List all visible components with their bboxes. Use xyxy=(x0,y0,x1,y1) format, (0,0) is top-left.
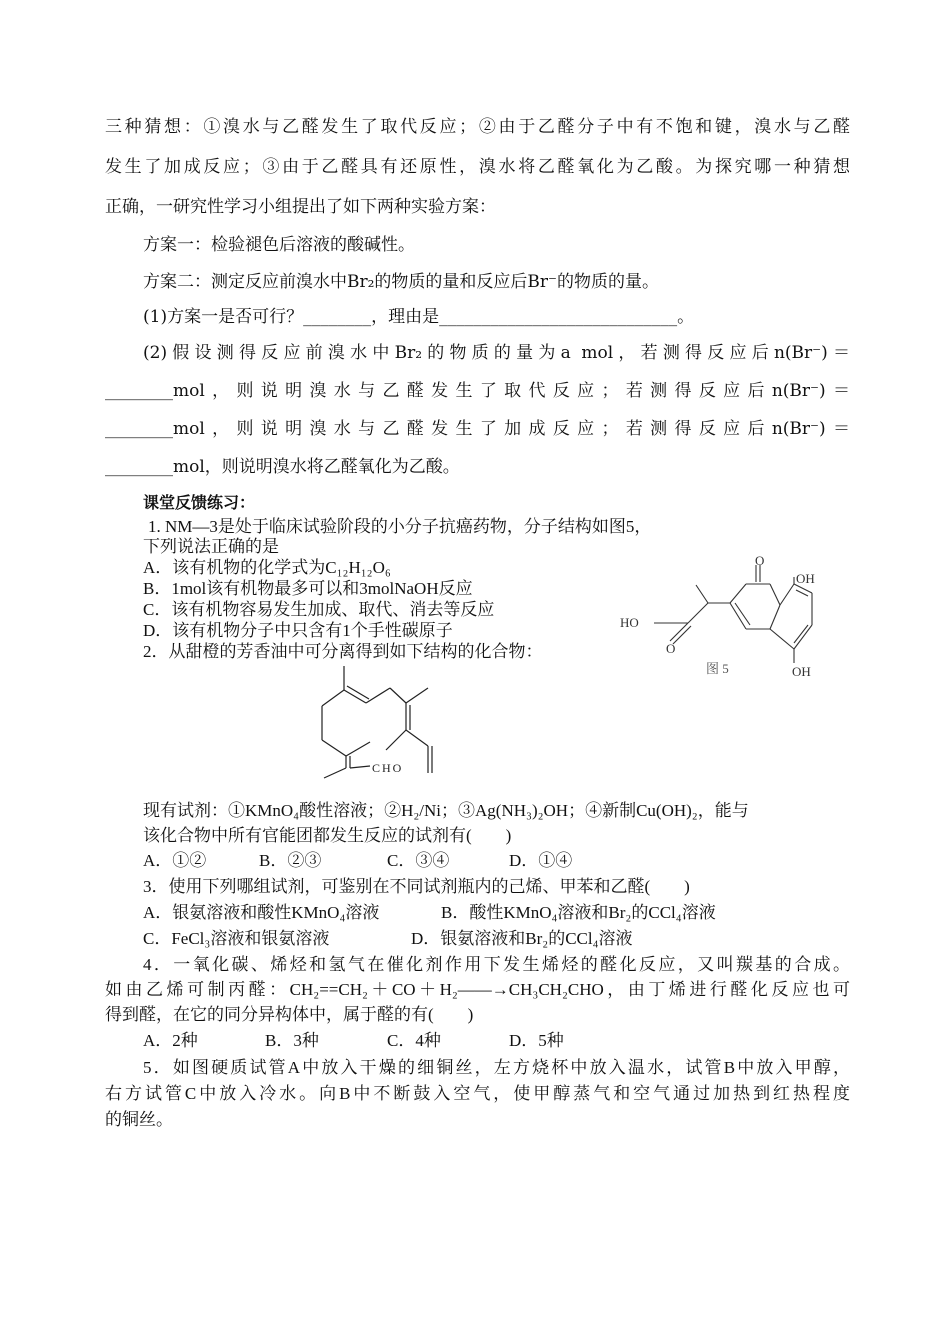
p4-option-d: D．5种 xyxy=(509,1031,564,1050)
cho-label: CHO xyxy=(372,761,404,775)
p3-options-row-1 xyxy=(143,898,850,923)
p3-option-c: C．FeCl₃溶液和银氨溶液 xyxy=(143,929,330,948)
p2-option-b: B．②③ xyxy=(259,851,322,870)
p2-options xyxy=(143,846,743,871)
p4-option-a: A．2种 xyxy=(143,1031,198,1050)
p1-option-d: D．该有机物分子中只含有1个手性碳原子 xyxy=(143,621,453,640)
p4-line-1: 4．一氧化碳、烯烃和氢气在催化剂作用下发生烯烃的醛化反应，又叫羰基的合成。 xyxy=(143,955,850,974)
p1-option-c: C．该有机物容易发生加成、取代、消去等反应 xyxy=(143,600,495,619)
p1-stem-2: 下列说法正确的是 xyxy=(143,537,279,556)
p2-reagents-2: 该化合物中所有官能团都发生反应的试剂有( ) xyxy=(143,826,512,845)
p5-line-1: 5．如图硬质试管A中放入干燥的细铜丝，左方烧杯中放入温水，试管B中放入甲醇， xyxy=(143,1058,850,1077)
question-1: (1)方案一是否可行？________，理由是____________________________。 xyxy=(143,307,695,327)
p3-option-d: D．银氨溶液和Br₂的CCl₄溶液 xyxy=(411,929,633,948)
fig5-o-top: O xyxy=(755,553,765,568)
p2-option-d: D．①④ xyxy=(509,851,573,870)
question-2-line-2: ________mol，则说明溴水与乙醛发生了取代反应；若测得反应后n(Br⁻)＝ xyxy=(105,381,850,401)
question-2-line-1: (2)假设测得反应前溴水中Br₂的物质的量为a mol，若测得反应后n(Br⁻)＝ xyxy=(143,343,850,363)
p1-option-b: B．1mol该有机物最多可以和3molNaOH反应 xyxy=(143,579,473,598)
p3-stem: 3．使用下列哪组试剂，可鉴别在不同试剂瓶内的己烯、甲苯和乙醛( ) xyxy=(143,877,690,896)
p2-option-a: A．①② xyxy=(143,851,207,870)
intro-line-2: 发生了加成反应；③由于乙醛具有还原性，溴水将乙醛氧化为乙酸。为探究哪一种猜想 xyxy=(105,157,850,177)
plan-two: 方案二：测定反应前溴水中Br₂的物质的量和反应后Br⁻的物质的量。 xyxy=(143,272,660,292)
fig5-oh-top: OH xyxy=(796,571,815,586)
p3-options-row-2 xyxy=(143,924,850,949)
p1-option-a: A．该有机物的化学式为C₁₂H₁₂O₆ xyxy=(143,558,391,577)
p4-options xyxy=(143,1026,743,1051)
fig5-caption: 图 5 xyxy=(706,661,729,676)
p4-line-3: 得到醛，在它的同分异构体中，属于醛的有( ) xyxy=(105,1005,474,1024)
p3-option-a: A．银氨溶液和酸性KMnO₄溶液 xyxy=(143,903,380,922)
p2-reagents-1: 现有试剂：①KMnO₄酸性溶液；②H₂/Ni；③Ag(NH₃)₂OH；④新制Cu(OH)₂，能与 xyxy=(143,801,749,820)
citrus-aldehyde-structure xyxy=(310,658,450,783)
question-2-line-3: ________mol，则说明溴水与乙醛发生了加成反应；若测得反应后n(Br⁻)＝ xyxy=(105,419,850,439)
section-title: 课堂反馈练习： xyxy=(143,493,256,512)
intro-line-3: 正确，一研究性学习小组提出了如下两种实验方案： xyxy=(105,197,496,217)
p4-line-2: 如由乙烯可制丙醛：CH₂==CH₂＋CO＋H₂——→CH₃CH₂CHO，由丁烯进行醛化反应也可 xyxy=(105,980,850,999)
fig5-o-bottom: O xyxy=(666,641,676,656)
p5-line-3: 的铜丝。 xyxy=(105,1110,173,1129)
p4-option-c: C．4种 xyxy=(387,1031,441,1050)
plan-one: 方案一：检验褪色后溶液的酸碱性。 xyxy=(143,235,415,255)
p5-line-2: 右方试管C中放入冷水。向B中不断鼓入空气，使甲醇蒸气和空气通过加热到红热程度 xyxy=(105,1084,850,1103)
fig5-oh-bottom: OH xyxy=(792,664,811,679)
p1-stem-1: 1. NM—3是处于临床试验阶段的小分子抗癌药物，分子结构如图5， xyxy=(148,517,652,536)
p3-option-b: B．酸性KMnO₄溶液和Br₂的CCl₄溶液 xyxy=(441,903,716,922)
figure-5-molecule xyxy=(610,545,850,685)
question-2-line-4: ________mol，则说明溴水将乙醛氧化为乙酸。 xyxy=(105,457,460,477)
p2-stem: 2．从甜橙的芳香油中可分离得到如下结构的化合物： xyxy=(143,642,543,661)
p4-option-b: B．3种 xyxy=(265,1031,319,1050)
fig5-ho: HO xyxy=(620,615,639,630)
p2-option-c: C．③④ xyxy=(387,851,450,870)
intro-line-1: 三种猜想：①溴水与乙醛发生了取代反应；②由于乙醛分子中有不饱和键，溴水与乙醛 xyxy=(105,117,850,137)
